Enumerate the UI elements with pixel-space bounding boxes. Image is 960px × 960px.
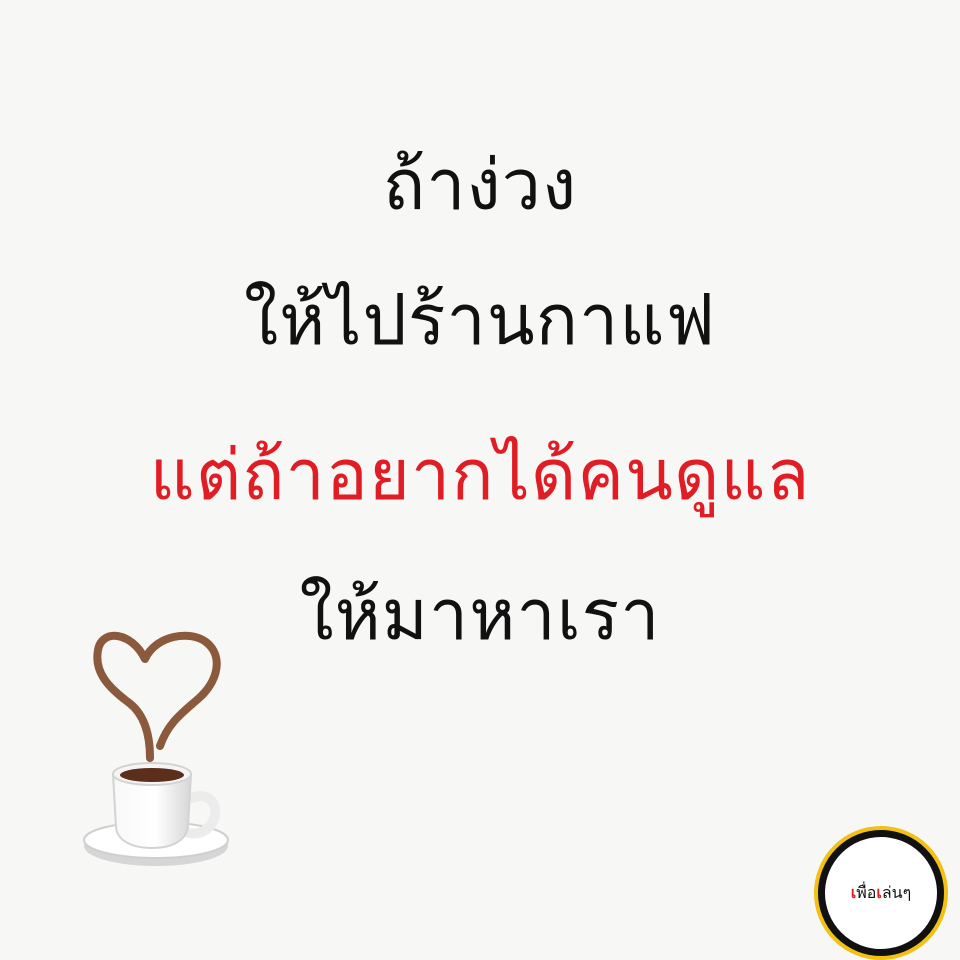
coffee-liquid	[120, 768, 184, 782]
quote-line-4: ให้มาหาเรา	[299, 574, 661, 656]
coffee-cup-heart-steam-icon	[80, 620, 240, 870]
brand-badge	[818, 830, 944, 956]
brand-badge-suffix: ล่นๆ	[881, 882, 912, 902]
brand-badge-middle: พื่อ	[856, 882, 877, 902]
quote-line-1: ถ้าง่วง	[382, 144, 578, 226]
quote-line-2: ให้ไปร้านกาแฟ	[243, 279, 717, 361]
brand-badge-prefix: เ	[850, 882, 857, 902]
heart-steam	[97, 636, 216, 758]
quote-line-3-highlight: แต่ถ้าอยากได้คนดูแล	[149, 434, 811, 516]
brand-badge-separator: เ	[876, 882, 882, 902]
